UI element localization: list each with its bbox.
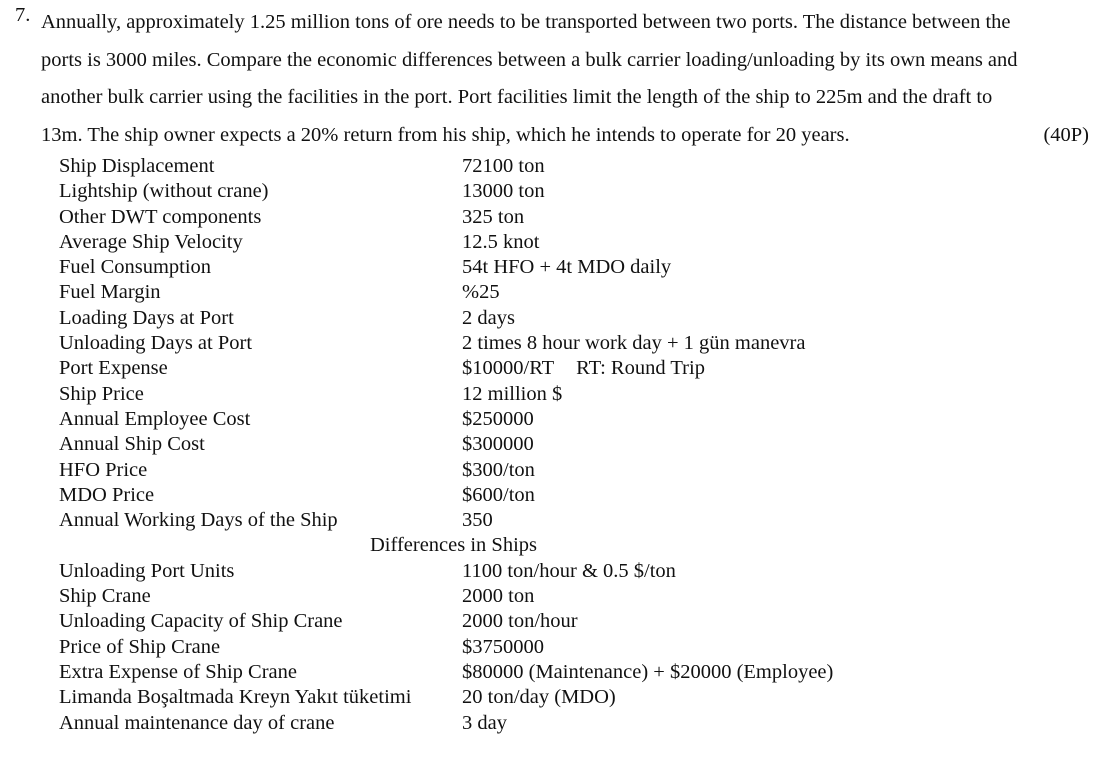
param-value: 2 days <box>462 306 515 329</box>
problem-number: 7. <box>15 4 31 26</box>
points-label: (40P) <box>1043 124 1089 147</box>
difference-label: Unloading Port Units <box>59 559 235 582</box>
param-label: Ship Price <box>59 382 144 405</box>
difference-label: Annual maintenance day of crane <box>59 711 335 734</box>
difference-value: 3 day <box>462 711 507 734</box>
difference-label: Price of Ship Crane <box>59 635 221 658</box>
param-note: RT: Round Trip <box>576 357 705 380</box>
param-value: 12 million $ <box>462 382 563 405</box>
difference-value: 20 ton/day (MDO) <box>462 686 616 709</box>
param-label: Unloading Days at Port <box>59 332 253 355</box>
param-value: 54t HFO + 4t MDO daily <box>462 256 672 279</box>
difference-label: Unloading Capacity of Ship Crane <box>59 610 343 633</box>
difference-value: $80000 (Maintenance) + $20000 (Employee) <box>462 660 834 683</box>
param-value: 13000 ton <box>462 180 545 203</box>
param-label: HFO Price <box>59 458 148 481</box>
difference-label: Limanda Boşaltmada Kreyn Yakıt tüketimi <box>59 686 412 709</box>
param-label: Ship Displacement <box>59 155 215 177</box>
param-label: Average Ship Velocity <box>59 230 243 253</box>
param-label: Annual Working Days of the Ship <box>59 509 338 532</box>
difference-label: Ship Crane <box>59 585 151 608</box>
param-value: 350 <box>462 509 493 532</box>
difference-value: 2000 ton/hour <box>462 610 578 633</box>
problem-line: 13m. The ship owner expects a 20% return from his ship, which he intends to operate for 20 years. <box>41 124 850 147</box>
problem-text <box>41 4 1089 155</box>
difference-value: 1100 ton/hour & 0.5 $/ton <box>462 559 676 582</box>
param-label: Loading Days at Port <box>59 306 234 329</box>
param-value: 12.5 knot <box>462 230 540 253</box>
param-value: $300000 <box>462 433 534 456</box>
difference-label: Extra Expense of Ship Crane <box>59 660 297 683</box>
param-label: Fuel Consumption <box>59 256 212 279</box>
difference-value: 2000 ton <box>462 585 535 608</box>
problem-line: Annually, approximately 1.25 million tons of ore needs to be transported between two ports. The distance between the <box>41 11 1011 33</box>
param-value-group <box>462 356 705 381</box>
param-label: Lightship (without crane) <box>59 180 269 203</box>
problem-last-line <box>41 117 1089 155</box>
param-label: MDO Price <box>59 483 155 506</box>
param-value: 2 times 8 hour work day + 1 gün manevra <box>462 332 806 355</box>
problem-line: ports is 3000 miles. Compare the economic differences between a bulk carrier loading/unloading by its own means and <box>41 48 1018 71</box>
difference-value: $3750000 <box>462 635 544 658</box>
param-value: 72100 ton <box>462 155 545 177</box>
param-value: $10000/RT <box>462 357 555 380</box>
param-value: 325 ton <box>462 205 525 228</box>
param-value: $600/ton <box>462 483 535 506</box>
param-label: Fuel Margin <box>59 281 161 304</box>
param-value: %25 <box>462 281 500 304</box>
param-label: Other DWT components <box>59 205 262 228</box>
param-label: Port Expense <box>59 357 168 380</box>
param-value: $250000 <box>462 407 534 430</box>
differences-heading: Differences in Ships <box>370 534 538 557</box>
param-label: Annual Employee Cost <box>59 407 251 430</box>
param-label: Annual Ship Cost <box>59 433 205 456</box>
problem-line: another bulk carrier using the facilities in the port. Port facilities limit the length of the ship to 225m and the draft to <box>41 86 993 109</box>
param-value: $300/ton <box>462 458 535 481</box>
